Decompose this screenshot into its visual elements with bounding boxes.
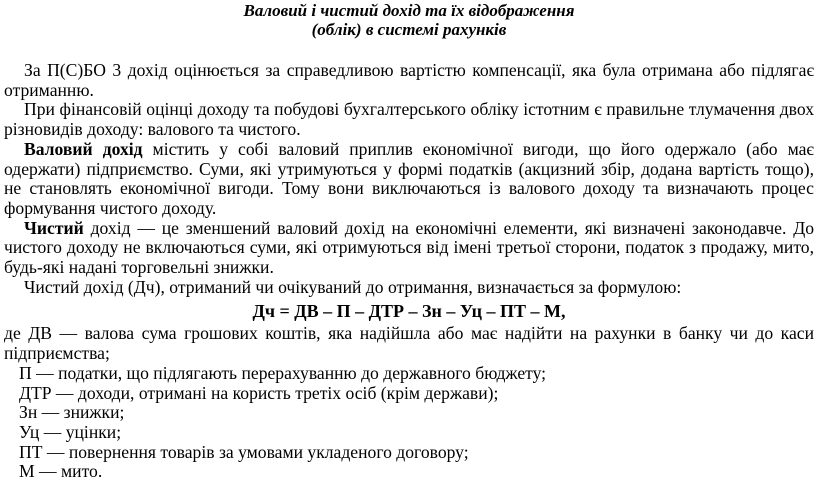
net-income-definition: дохід — це зменшений валовий дохід на економічні елементи, які визначені законодавче. До чистого доходу не включаються суми, які отримуються від імені третьої сторони, податок з продажу, мито, будь-які надані торговельні знижки.	[4, 217, 814, 278]
title-line-1: Валовий і чистий дохід та їх відображення	[243, 1, 575, 20]
paragraph-two-types: При фінансовій оцінці доходу та побудові бухгалтерського обліку істотним є правильне тлумачення двох різновидів доходу: валового та чистого.	[4, 99, 814, 140]
legend-intro: де ДВ — валова сума грошових коштів, яка надійшла або має надійти на рахунки в банку чи до каси підприємства;	[4, 323, 814, 364]
term-gross-income: Валовий дохід	[24, 138, 143, 159]
legend-item-third-party: ДТР — доходи, отримані на користь третіх осіб (крім держави);	[19, 382, 499, 403]
net-income-formula: Дч = ДВ – П – ДТР – Зн – Уц – ПТ – М,	[252, 301, 566, 322]
gross-income-definition: містить у собі валовий приплив економічної вигоди, що його одержало (або має одержати) підприємство. Суми, які утримуються у формі податків (акцизний збір, додана вартість тощо), не становлять економічної вигоди. Тому вони виключаються із валового доходу та визначають процес формування чистого доходу.	[4, 138, 814, 218]
document-page	[4, 0, 814, 482]
paragraph-net-income	[4, 219, 814, 278]
term-net-income: Чистий	[24, 217, 84, 238]
legend-item-discounts: Зн — знижки;	[19, 402, 125, 423]
legend-item-markdowns: Уц — уцінки;	[19, 421, 122, 442]
paragraph-fair-value: За П(С)БО 3 дохід оцінюється за справедливою вартістю компенсації, яка була отримана або підлягає отриманню.	[4, 60, 814, 100]
legend-item-taxes: П — податки, що підлягають перерахуванню до державного бюджету;	[19, 362, 547, 383]
legend-item-returns: ПТ — повернення товарів за умовами укладеного договору;	[19, 441, 469, 462]
paragraph-formula-intro: Чистий дохід (Дч), отриманий чи очікуваний до отримання, визначається за формулою:	[24, 276, 682, 297]
legend-item-duty: М — мито.	[19, 461, 103, 482]
title-line-2: (облік) в системі рахунків	[311, 20, 507, 39]
document-title	[4, 1, 814, 39]
paragraph-gross-income	[4, 140, 814, 219]
document-body	[4, 61, 814, 482]
